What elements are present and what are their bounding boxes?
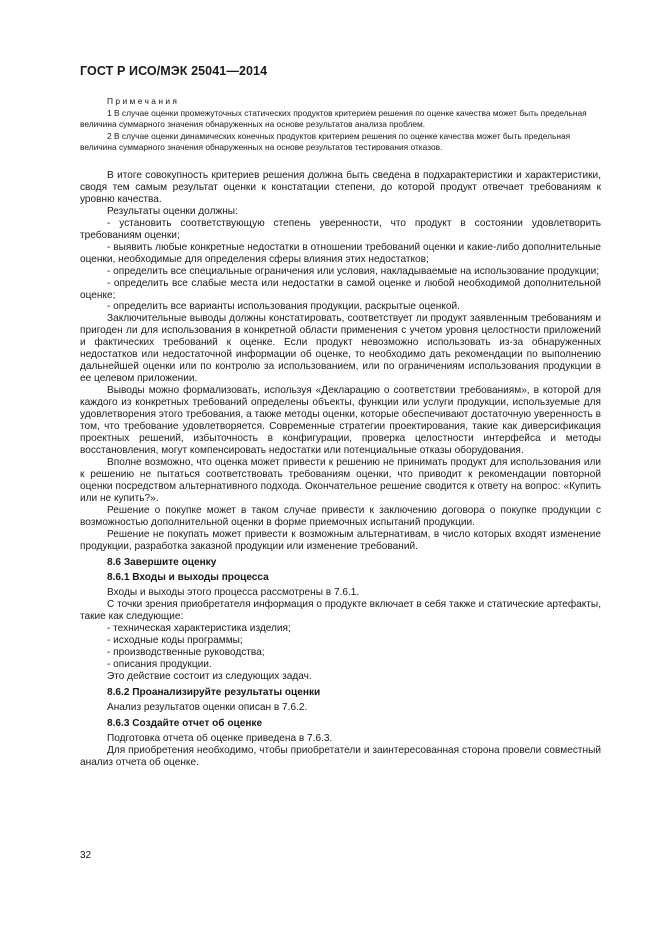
list-item: - определить все специальные ограничения или условия, накладываемые на использование продукции; <box>107 265 600 277</box>
paragraph: Решение о покупке может в таком случае привести к заключению договора о покупке продукции с возможностью дополнительной оценки в форме приемочных испытаний продукции. <box>80 504 601 528</box>
section-heading: 8.6 Завершите оценку <box>107 556 217 568</box>
note-2: 2 В случае оценки динамических конечных продуктов критерием решения по оценке качества может быть предельная величина суммарного значения обнаруженных на основе результатов тестирования отказов. <box>80 130 571 153</box>
paragraph: Это действие состоит из следующих задач. <box>107 671 312 683</box>
paragraph: Входы и выходы этого процесса рассмотрены в 7.6.1. <box>107 587 360 599</box>
list-item: - определить все варианты использования продукции, раскрытые оценкой. <box>107 301 460 313</box>
paragraph: В итоге совокупность критериев решения должна быть сведена в подхарактеристики и характеристики, сводя тем самым результат оценки к констатации степени, до которой продукт отвечает требованиям к уровню качества. <box>80 170 601 205</box>
list-item: - определить все слабые места или недостатки в самой оценке и любой необходимой дополнительной оценке; <box>80 277 601 301</box>
list-item: - исходные коды программы; <box>107 635 243 647</box>
list-item: - установить соответствующую степень уверенности, что продукт в состоянии удовлетворить требованиям оценки; <box>80 217 601 241</box>
notes-block <box>80 96 600 154</box>
subsection-heading: 8.6.1 Входы и выходы процесса <box>107 572 269 584</box>
subsection-heading: 8.6.2 Проанализируйте результаты оценки <box>107 687 321 699</box>
paragraph: Подготовка отчета об оценке приведена в 7.6.3. <box>107 732 333 744</box>
notes-heading: Примечания <box>107 96 180 106</box>
paragraph: С точки зрения приобретателя информация о продукте включает в себя также и статические артефакты, такие как следующие: <box>80 599 601 623</box>
subsection-heading: 8.6.3 Создайте отчет об оценке <box>107 717 263 729</box>
list-item: - описания продукции. <box>107 659 212 671</box>
note-1: 1 В случае оценки промежуточных статических продуктов критерием решения по оценке качества может быть предельная величина суммарного значения обнаруженных на основе результатов анализа проблем. <box>80 107 587 130</box>
paragraph: Анализ результатов оценки описан в 7.6.2. <box>107 701 308 713</box>
paragraph: Результаты оценки должны: <box>107 205 238 217</box>
paragraph: Решение не покупать может привести к возможным альтернативам, в число которых входят изменение продукции, разработка заказной продукции или изменение требований. <box>80 528 601 552</box>
paragraph: Заключительные выводы должны констатировать, соответствует ли продукт заявленным требованиям и пригоден ли для использования в конкретной области применения с учетом уровня целостности приложений и фактических требований к оценке. Если продукт невозможно использовать из-за обнаруженных недостатков или недостаточной информации об оценке, то необходимо дать рекомендации по выполнению дальнейшей оценки или по контролю за использованием, или по ограничениям использования продукции в ее целевом приложении. <box>80 313 601 385</box>
page-number: 32 <box>80 850 92 861</box>
document-header: ГОСТ Р ИСО/МЭК 25041—2014 <box>80 64 268 78</box>
main-text <box>80 170 601 769</box>
paragraph: Вполне возможно, что оценка может привести к решению не принимать продукт для использования или к решению не пытаться соответствовать требованиям оценки, что приводит к рекомендации повторной оценки посредством альтернативного подхода. Окончательное решение сводится к ответу на вопрос: «Купить или не купить?». <box>80 456 601 504</box>
list-item: - техническая характеристика изделия; <box>107 623 291 635</box>
paragraph: Для приобретения необходимо, чтобы приобретатели и заинтересованная сторона провели совместный анализ отчета об оценке. <box>80 744 601 768</box>
paragraph: Выводы можно формализовать, используя «Декларацию о соответствии требованиям», в которой для каждого из конкретных требований определены объекты, функции или услуги продукции, используемые для удовлетворения этого требования, а также методы оценки, которые обеспечивают достаточную уверенность в том, что требование удовлетворяется. Современные стратегии проектирования, такие как диверсификация проектных решений, избыточность в конфигурации, проверка целостности интерфейса и методы восстановления, могут компенсировать недостатки или потенциальные отказы оборудования. <box>80 385 601 456</box>
list-item: - выявить любые конкретные недостатки в отношении требований оценки и какие-либо дополнительные оценки, необходимые для определения сферы влияния этих недостатков; <box>80 241 601 265</box>
list-item: - производственные руководства; <box>107 647 265 659</box>
